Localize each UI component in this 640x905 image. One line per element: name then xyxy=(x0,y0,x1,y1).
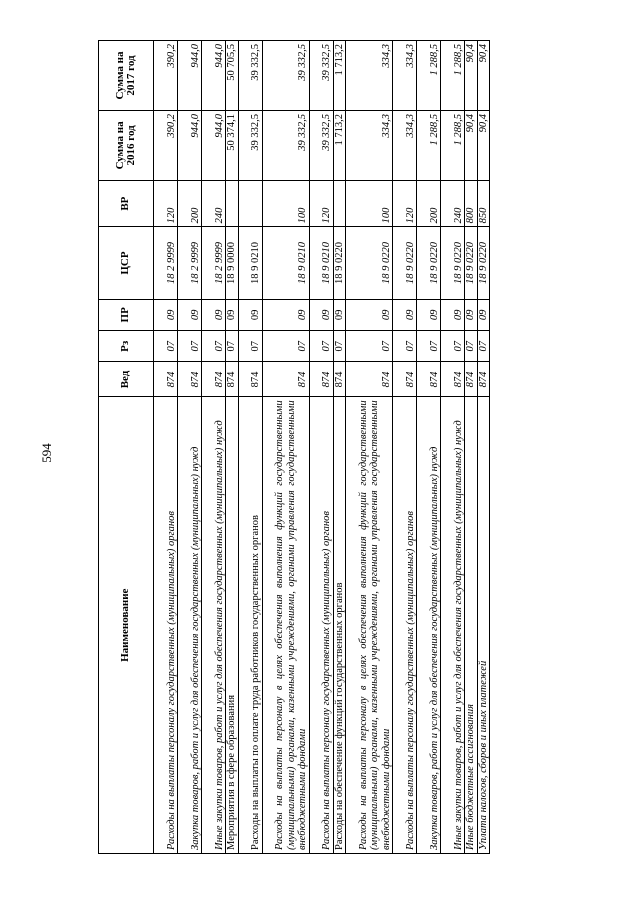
cell-ved: 874 xyxy=(178,362,202,397)
table-row xyxy=(178,41,202,854)
table-row xyxy=(154,41,178,854)
cell-vr xyxy=(238,180,262,227)
cell-pr: 09 xyxy=(477,299,490,330)
cell-csr: 18 2 9999 xyxy=(154,227,178,299)
cell-vr xyxy=(333,180,346,227)
cell-vr xyxy=(226,180,239,227)
cell-ved: 874 xyxy=(238,362,262,397)
cell-ved: 874 xyxy=(309,362,333,397)
cell-name: Иные закупки товаров, работ и услуг для обеспечения государственных (муниципальных) нужд xyxy=(202,397,226,854)
cell-csr: 18 9 0210 xyxy=(238,227,262,299)
table-row xyxy=(477,41,490,854)
cell-vr: 240 xyxy=(202,180,226,227)
header-vr: ВР xyxy=(99,180,154,227)
cell-pr: 09 xyxy=(441,299,465,330)
cell-sum-2017: 1 288,5 xyxy=(441,41,465,111)
header-csr: ЦСР xyxy=(99,227,154,299)
table-header-row xyxy=(99,41,154,854)
header-ved: Вед xyxy=(99,362,154,397)
cell-sum-2017: 334,3 xyxy=(346,41,393,111)
cell-csr: 18 2 9999 xyxy=(202,227,226,299)
cell-sum-2017: 944,0 xyxy=(202,41,226,111)
cell-name: Расходы на выплаты по оплате труда работников государственных органов xyxy=(238,397,262,854)
cell-pr: 09 xyxy=(226,299,239,330)
table-row xyxy=(238,41,262,854)
cell-pr: 09 xyxy=(417,299,441,330)
cell-rz: 07 xyxy=(417,331,441,362)
cell-name: Расходы на обеспечение функций государственных органов xyxy=(333,397,346,854)
cell-name: Мероприятия в сфере образования xyxy=(226,397,239,854)
cell-name: Расходы на выплаты персоналу в целях обеспечения выполнения функций государственными (муниципальными) органами, казенными учреждениями, органами управления государственными внебюджетными фондами xyxy=(262,397,309,854)
cell-csr: 18 9 0220 xyxy=(393,227,417,299)
table-row xyxy=(202,41,226,854)
cell-ved: 874 xyxy=(465,362,478,397)
cell-ved: 874 xyxy=(262,362,309,397)
cell-name: Иные бюджетные ассигнования xyxy=(465,397,478,854)
cell-rz: 07 xyxy=(154,331,178,362)
cell-pr: 09 xyxy=(309,299,333,330)
cell-sum-2016: 39 332,5 xyxy=(238,110,262,180)
cell-sum-2017: 1 713,2 xyxy=(333,41,346,111)
table-row xyxy=(441,41,465,854)
cell-vr: 200 xyxy=(178,180,202,227)
table-row xyxy=(262,41,309,854)
table-row xyxy=(226,41,239,854)
cell-csr: 18 9 0220 xyxy=(465,227,478,299)
cell-rz: 07 xyxy=(226,331,239,362)
table-row xyxy=(393,41,417,854)
cell-vr: 120 xyxy=(154,180,178,227)
cell-rz: 07 xyxy=(333,331,346,362)
budget-table xyxy=(98,40,490,854)
cell-csr: 18 9 0220 xyxy=(441,227,465,299)
cell-rz: 07 xyxy=(441,331,465,362)
cell-pr: 09 xyxy=(202,299,226,330)
cell-vr: 200 xyxy=(417,180,441,227)
cell-sum-2016: 39 332,5 xyxy=(262,110,309,180)
cell-ved: 874 xyxy=(441,362,465,397)
cell-name: Расходы на выплаты персоналу государственных (муниципальных) органов xyxy=(393,397,417,854)
header-pr: ПР xyxy=(99,299,154,330)
cell-ved: 874 xyxy=(417,362,441,397)
cell-sum-2016: 944,0 xyxy=(178,110,202,180)
cell-sum-2017: 39 332,5 xyxy=(262,41,309,111)
cell-pr: 09 xyxy=(154,299,178,330)
cell-vr: 120 xyxy=(309,180,333,227)
cell-sum-2016: 50 374,1 xyxy=(226,110,239,180)
cell-pr: 09 xyxy=(178,299,202,330)
cell-name: Закупка товаров, работ и услуг для обеспечения государственных (муниципальных) нужд xyxy=(417,397,441,854)
cell-pr: 09 xyxy=(333,299,346,330)
cell-rz: 07 xyxy=(346,331,393,362)
cell-rz: 07 xyxy=(309,331,333,362)
header-sum-2016: Сумма на 2016 год xyxy=(99,110,154,180)
table-row xyxy=(346,41,393,854)
rotated-table-container xyxy=(98,40,536,854)
cell-rz: 07 xyxy=(465,331,478,362)
cell-name: Закупка товаров, работ и услуг для обеспечения государственных (муниципальных) нужд xyxy=(178,397,202,854)
cell-rz: 07 xyxy=(202,331,226,362)
cell-pr: 09 xyxy=(393,299,417,330)
cell-sum-2017: 90,4 xyxy=(465,41,478,111)
cell-pr: 09 xyxy=(346,299,393,330)
table-row xyxy=(465,41,478,854)
cell-sum-2016: 1 288,5 xyxy=(441,110,465,180)
cell-pr: 09 xyxy=(262,299,309,330)
cell-ved: 874 xyxy=(477,362,490,397)
cell-csr: 18 9 0210 xyxy=(262,227,309,299)
cell-rz: 07 xyxy=(238,331,262,362)
cell-sum-2017: 39 332,5 xyxy=(309,41,333,111)
cell-sum-2016: 1 288,5 xyxy=(417,110,441,180)
cell-name: Иные закупки товаров, работ и услуг для обеспечения государственных (муниципальных) нужд xyxy=(441,397,465,854)
cell-name: Расходы на выплаты персоналу государственных (муниципальных) органов xyxy=(154,397,178,854)
cell-csr: 18 9 0220 xyxy=(333,227,346,299)
cell-rz: 07 xyxy=(477,331,490,362)
cell-sum-2017: 944,0 xyxy=(178,41,202,111)
cell-csr: 18 9 0000 xyxy=(226,227,239,299)
header-rz: Рз xyxy=(99,331,154,362)
cell-name: Уплата налогов, сборов и иных платежей xyxy=(477,397,490,854)
cell-ved: 874 xyxy=(202,362,226,397)
cell-sum-2017: 1 288,5 xyxy=(417,41,441,111)
cell-rz: 07 xyxy=(393,331,417,362)
cell-ved: 874 xyxy=(154,362,178,397)
cell-sum-2016: 944,0 xyxy=(202,110,226,180)
cell-name: Расходы на выплаты персоналу государственных (муниципальных) органов xyxy=(309,397,333,854)
cell-sum-2016: 334,3 xyxy=(346,110,393,180)
cell-vr: 100 xyxy=(346,180,393,227)
cell-sum-2016: 39 332,5 xyxy=(309,110,333,180)
cell-vr: 120 xyxy=(393,180,417,227)
table-row xyxy=(417,41,441,854)
cell-ved: 874 xyxy=(226,362,239,397)
cell-sum-2017: 39 332,5 xyxy=(238,41,262,111)
cell-csr: 18 9 0210 xyxy=(309,227,333,299)
cell-sum-2017: 334,3 xyxy=(393,41,417,111)
cell-csr: 18 9 0220 xyxy=(346,227,393,299)
cell-vr: 240 xyxy=(441,180,465,227)
cell-sum-2016: 1 713,2 xyxy=(333,110,346,180)
cell-pr: 09 xyxy=(465,299,478,330)
cell-rz: 07 xyxy=(262,331,309,362)
cell-vr: 850 xyxy=(477,180,490,227)
cell-csr: 18 9 0220 xyxy=(417,227,441,299)
header-sum-2017: Сумма на 2017 год xyxy=(99,41,154,111)
cell-sum-2016: 90,4 xyxy=(477,110,490,180)
cell-sum-2017: 50 705,5 xyxy=(226,41,239,111)
cell-ved: 874 xyxy=(346,362,393,397)
cell-csr: 18 2 9999 xyxy=(178,227,202,299)
cell-sum-2017: 390,2 xyxy=(154,41,178,111)
header-name: Наименование xyxy=(99,397,154,854)
table-row xyxy=(309,41,333,854)
cell-sum-2016: 90,4 xyxy=(465,110,478,180)
cell-ved: 874 xyxy=(393,362,417,397)
cell-vr: 800 xyxy=(465,180,478,227)
cell-ved: 874 xyxy=(333,362,346,397)
cell-name: Расходы на выплаты персоналу в целях обеспечения выполнения функций государственными (муниципальными) органами, казенными учреждениями, органами управления государственными внебюджетными фондами xyxy=(346,397,393,854)
table-row xyxy=(333,41,346,854)
cell-pr: 09 xyxy=(238,299,262,330)
cell-sum-2017: 90,4 xyxy=(477,41,490,111)
cell-sum-2016: 334,3 xyxy=(393,110,417,180)
page-number: 594 xyxy=(39,443,54,463)
cell-sum-2016: 390,2 xyxy=(154,110,178,180)
cell-rz: 07 xyxy=(178,331,202,362)
cell-csr: 18 9 0220 xyxy=(477,227,490,299)
cell-vr: 100 xyxy=(262,180,309,227)
